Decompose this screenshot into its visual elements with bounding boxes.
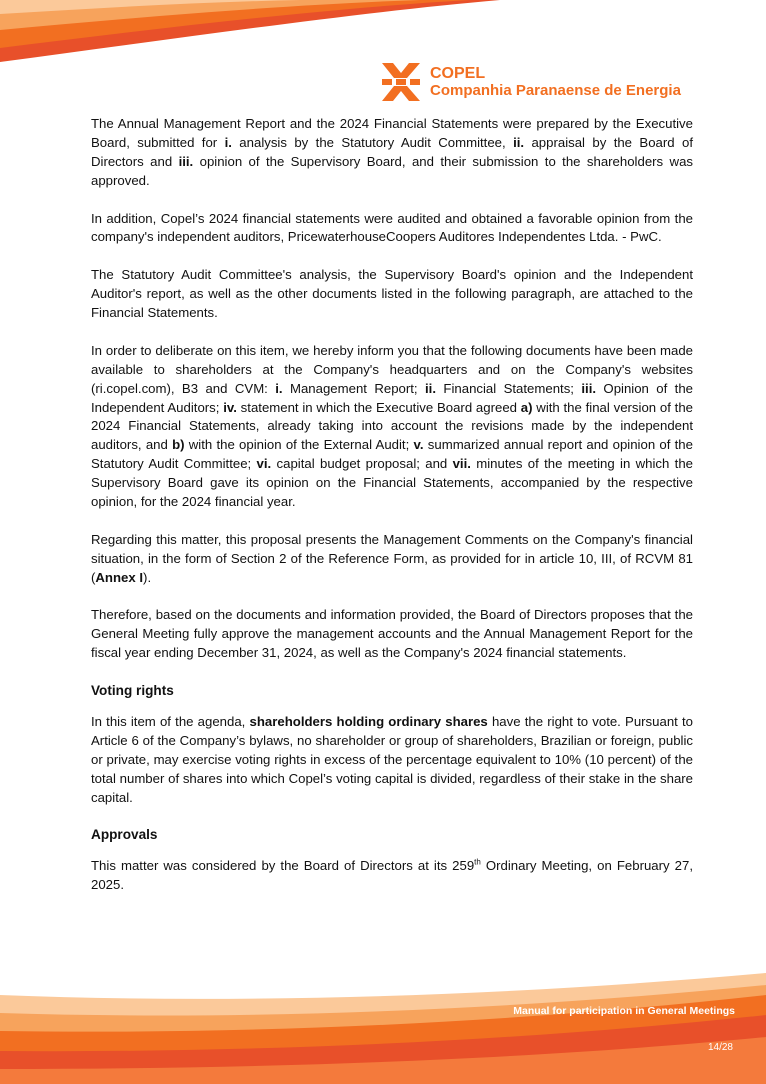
footer-swoosh [0, 965, 766, 1084]
paragraph-approval: The Annual Management Report and the 2024 Financial Statements were prepared by the Executive Board, submitted for i. analysis by the Statutory Audit Committee, ii. appraisal by the Board of Directors and iii. opinion of the Supervisory Board, and their submission to the shareholders was approved. [91, 116, 693, 188]
approvals-heading: Approvals [91, 827, 158, 843]
paragraph-audit: In addition, Copel’s 2024 financial statements were audited and obtained a favorable opinion from the company's independent auditors, PricewaterhouseCoopers Auditores Independentes Ltda. - PwC. [91, 210, 693, 245]
copel-logo-icon [380, 61, 422, 103]
paragraph-documents: In order to deliberate on this item, we hereby inform you that the following documents have been made available to shareholders at the Company's headquarters and on the Company's websites (ri.copel.com), B3 and CVM: i. Management Report; ii. Financial Statements; iii. Opinion of the Independent Auditors; iv. statement in which the Executive Board agreed a) with the final version of the 2024 Financial Statements, already taking into account the revisions made by the independent auditors, and b) with the opinion of the External Audit; v. summarized annual report and opinion of the Statutory Audit Committee; vi. capital budget proposal; and vii. minutes of the meeting in which the Supervisory Board gave its opinion on the Financial Statements, accompanied by the respective opinion, for the 2024 financial year. [91, 342, 694, 510]
logo-name: COPEL [430, 64, 486, 82]
paragraph-proposal: Therefore, based on the documents and information provided, the Board of Directors proposes that the General Meeting fully approve the management accounts and the Annual Management Report for the fiscal year ending December 31, 2024, as well as the Company's 2024 financial statements. [91, 607, 693, 661]
paragraph-attachments: The Statutory Audit Committee's analysis, the Supervisory Board's opinion and the Independent Auditor's report, as well as the other documents listed in the following paragraph, are attached to the Financial Statements. [91, 267, 693, 321]
page-number: 14/28 [707, 1042, 733, 1053]
footer-title: Manual for participation in General Meetings [513, 1005, 735, 1017]
logo-full-name: Companhia Paranaense de Energia [430, 81, 681, 99]
paragraph-management-comments: Regarding this matter, this proposal presents the Management Comments on the Company's financial situation, in the form of Section 2 of the Reference Form, as provided for in article 10, III, of RCVM 81 (Annex I). [91, 531, 693, 585]
voting-rights-heading: Voting rights [91, 683, 174, 699]
copel-logo [380, 60, 690, 104]
document-body [91, 115, 693, 914]
paragraph-approvals: This matter was considered by the Board of Directors at its 259th Ordinary Meeting, on February 27, 2025. [91, 857, 693, 893]
paragraph-voting-rights: In this item of the agenda, shareholders holding ordinary shares have the right to vote. Pursuant to Article 6 of the Company’s bylaws, no shareholder or group of shareholders, Brazilian or foreign, public or private, may exercise voting rights in excess of the percentage equivalent to 10% (10 percent) of the total number of shares into which Copel’s voting capital is divided, regardless of their stake in the share capital. [91, 714, 693, 805]
